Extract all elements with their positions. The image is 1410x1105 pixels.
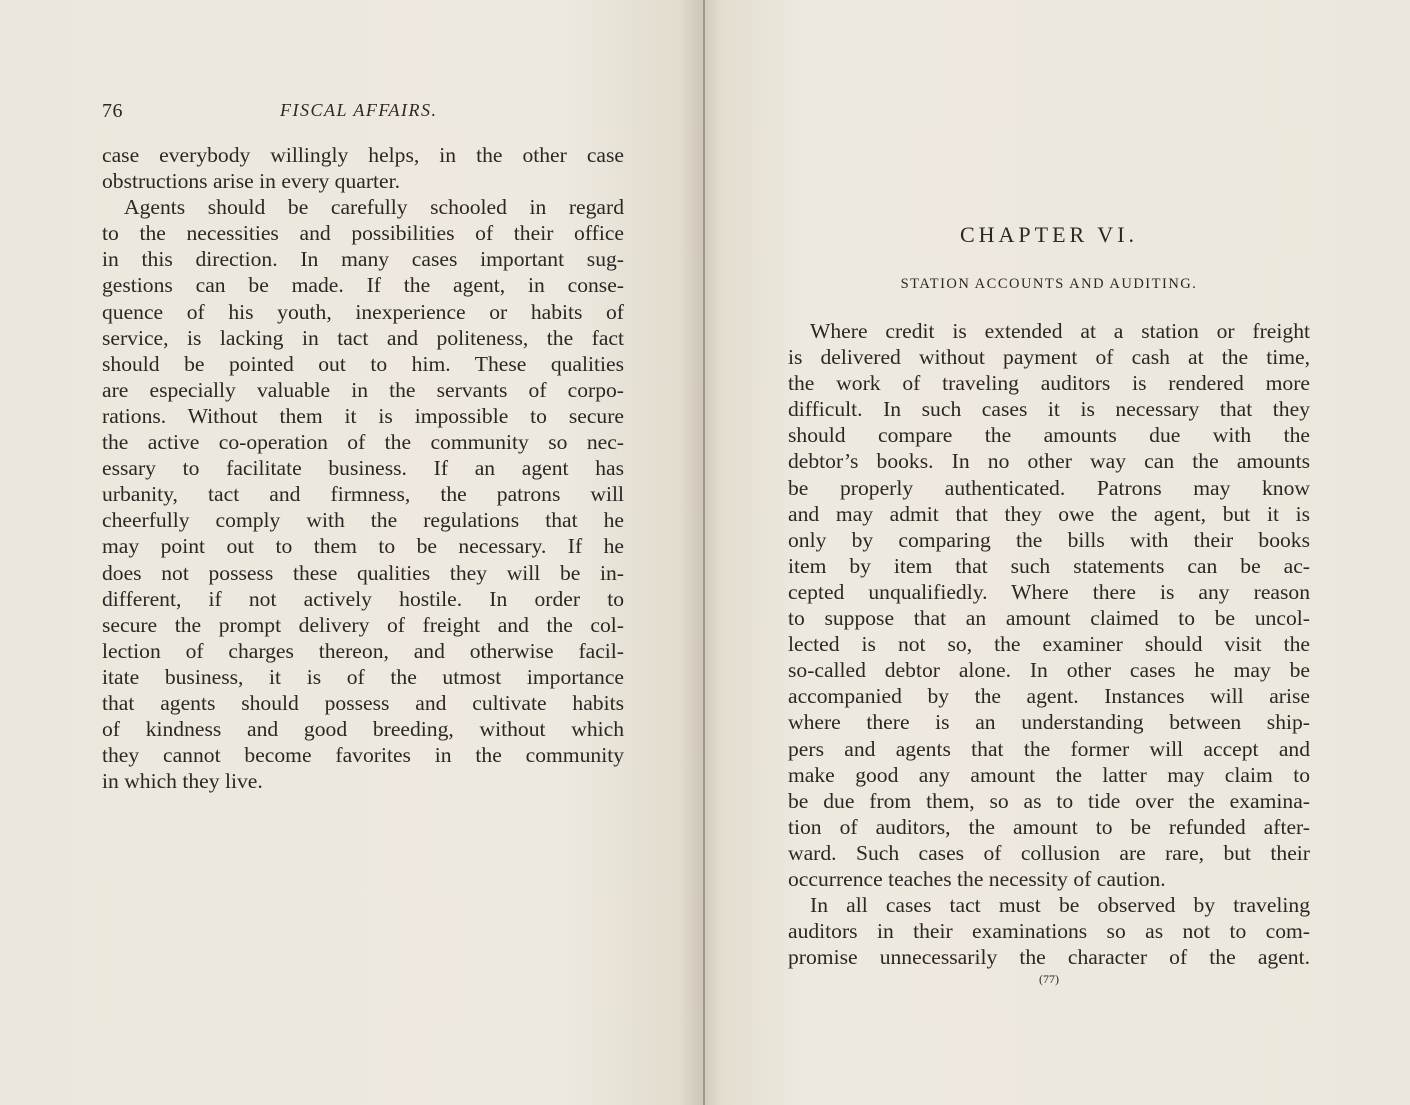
- text-line: are especially valuable in the servants of corpo-: [102, 377, 624, 402]
- text-line: urbanity, tact and firmness, the patrons will: [102, 482, 624, 507]
- text-line: different, if not actively hostile. In order to: [102, 586, 624, 611]
- text-line: lected is not so, the examiner should visit the: [788, 632, 1310, 657]
- text-line: be due from them, so as to tide over the examina-: [788, 788, 1310, 813]
- text-line: lection of charges thereon, and otherwise facil-: [102, 638, 624, 663]
- text-line: cheerfully comply with the regulations that he: [102, 508, 624, 533]
- chapter-heading: CHAPTER VI.: [959, 222, 1139, 247]
- text-line: make good any amount the latter may claim to: [788, 762, 1310, 787]
- text-line: occurrence teaches the necessity of caution.: [788, 866, 1166, 891]
- text-line: in this direction. In many cases important sug-: [102, 247, 624, 272]
- text-line: should compare the amounts due with the: [788, 423, 1310, 448]
- text-line: In all cases tact must be observed by traveling: [810, 893, 1310, 918]
- text-line: the work of traveling auditors is rendered more: [788, 371, 1310, 396]
- text-line: is delivered without payment of cash at the time,: [788, 345, 1310, 370]
- text-line: pers and agents that the former will accept and: [788, 736, 1310, 761]
- text-line: promise unnecessarily the character of the agent.: [788, 945, 1310, 970]
- right-page-text: [788, 318, 1310, 970]
- text-line: cepted unqualifiedly. Where there is any reason: [788, 579, 1310, 604]
- text-line: may point out to them to be necessary. If he: [102, 534, 624, 559]
- text-line: ward. Such cases of collusion are rare, but their: [788, 840, 1310, 865]
- text-line: they cannot become favorites in the community: [102, 743, 624, 768]
- page-number-left: 76: [102, 100, 123, 122]
- text-line: debtor’s books. In no other way can the amounts: [788, 449, 1310, 474]
- text-line: and may admit that they owe the agent, but it is: [788, 501, 1310, 526]
- text-line: does not possess these qualities they will be in-: [102, 560, 624, 585]
- text-line: where there is an understanding between ship-: [788, 710, 1310, 735]
- text-line: quence of his youth, inexperience or habits of: [102, 299, 624, 324]
- text-line: service, is lacking in tact and politeness, the fact: [102, 325, 624, 350]
- text-line: Agents should be carefully schooled in regard: [124, 195, 624, 220]
- running-title: FISCAL AFFAIRS.: [280, 100, 438, 120]
- text-line: the active co-operation of the community so nec-: [102, 430, 624, 455]
- text-line: case everybody willingly helps, in the other case: [102, 143, 624, 167]
- text-line: that agents should possess and cultivate habits: [102, 690, 624, 715]
- text-line: gestions can be made. If the agent, in conse-: [102, 273, 624, 298]
- text-line: should be pointed out to him. These qualities: [102, 351, 624, 376]
- text-line: to suppose that an amount claimed to be uncol-: [788, 606, 1310, 631]
- page-number-right: (77): [1039, 972, 1059, 986]
- text-line: secure the prompt delivery of freight and the col-: [102, 612, 624, 637]
- text-line: so-called debtor alone. In other cases he may be: [788, 658, 1310, 683]
- text-line: in which they live.: [102, 769, 263, 794]
- text-line: Where credit is extended at a station or freight: [810, 319, 1310, 343]
- book-gutter: [703, 0, 705, 1105]
- text-line: be properly authenticated. Patrons may know: [788, 475, 1310, 500]
- chapter-subtitle: STATION ACCOUNTS AND AUDITING.: [900, 276, 1198, 292]
- text-line: difficult. In such cases it is necessary that they: [788, 397, 1310, 422]
- text-line: only by comparing the bills with their books: [788, 527, 1310, 552]
- text-line: of kindness and good breeding, without which: [102, 717, 624, 742]
- text-line: obstructions arise in every quarter.: [102, 169, 401, 194]
- text-line: tion of auditors, the amount to be refunded after-: [788, 814, 1310, 839]
- text-line: essary to facilitate business. If an agent has: [102, 456, 624, 481]
- text-line: itate business, it is of the utmost importance: [102, 664, 624, 689]
- left-page-text: [102, 142, 624, 794]
- text-line: to the necessities and possibilities of their office: [102, 221, 624, 246]
- text-line: accompanied by the agent. Instances will arise: [788, 684, 1310, 709]
- text-line: rations. Without them it is impossible to secure: [102, 403, 624, 428]
- text-line: item by item that such statements can be ac-: [788, 553, 1310, 578]
- running-head: [102, 98, 622, 124]
- text-line: auditors in their examinations so as not to com-: [788, 919, 1310, 944]
